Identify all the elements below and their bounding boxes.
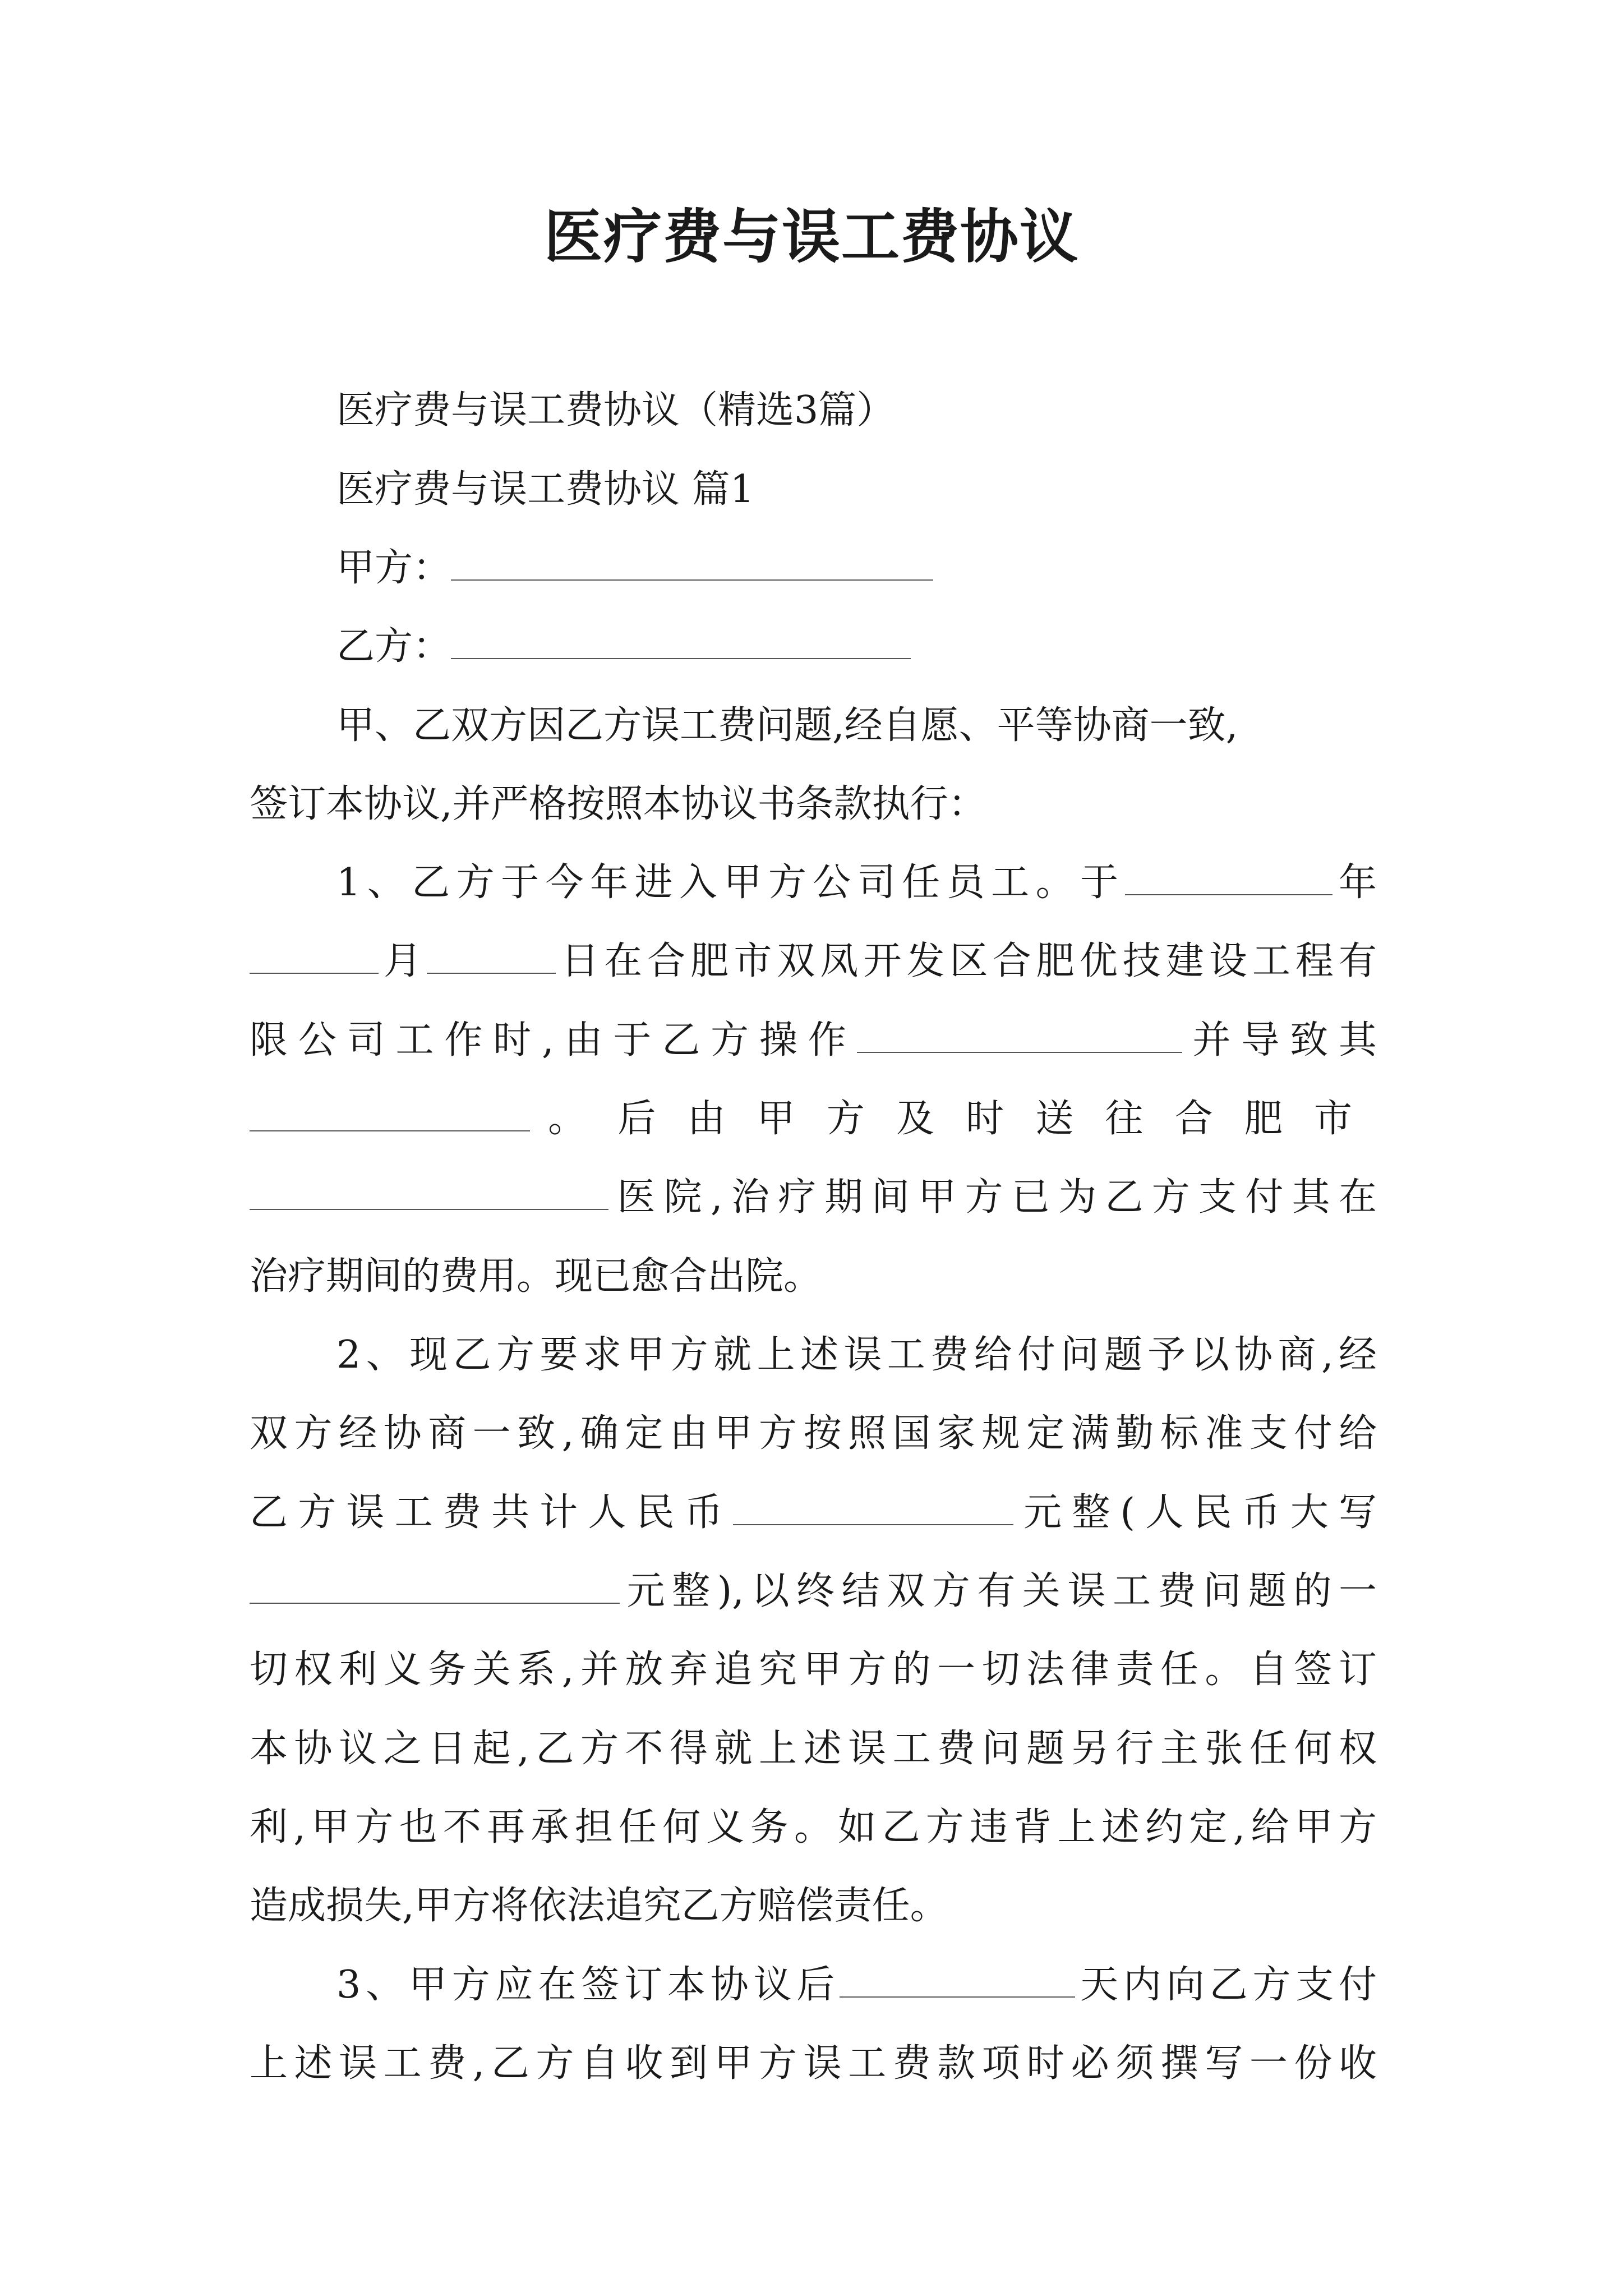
clause1-line5-tail: 医院,治疗期间甲方已为乙方支付其在	[608, 1175, 1377, 1220]
operation-blank	[857, 1017, 1182, 1053]
clause3-line-2: 上述误工费,乙方自收到甲方误工费款项时必须撰写一份收	[250, 2041, 1377, 2086]
hospital-blank	[250, 1174, 608, 1210]
clause1-line-4	[250, 1091, 1377, 1147]
party-b-blank	[451, 623, 911, 659]
clause1-line2-tail: 日在合肥市双凤开发区合肥优技建设工程有	[556, 939, 1377, 983]
clause3-line1-tail: 天内向乙方支付	[1075, 1963, 1377, 2007]
clause1-line-1	[336, 855, 1377, 911]
document-subtitle: 医疗费与误工费协议（精选3篇）	[336, 388, 895, 432]
clause2-line-8: 造成损失,甲方将依法追究乙方赔偿责任。	[250, 1884, 948, 1928]
clause1-line-5	[250, 1170, 1377, 1226]
intro-line-2: 签订本协议,并严格按照本协议书条款执行：	[250, 782, 986, 826]
days-blank	[840, 1962, 1075, 1998]
amount-words-blank	[250, 1568, 620, 1604]
party-a-line	[336, 540, 933, 596]
clause3-line-1	[336, 1957, 1377, 2013]
section-heading: 医疗费与误工费协议 篇1	[336, 467, 754, 512]
clause2-line4-tail: 元整),以终结双方有关误工费问题的一	[620, 1569, 1377, 1613]
party-b-label: 乙方：	[336, 624, 451, 669]
month-blank	[250, 938, 379, 974]
injury-blank	[250, 1096, 530, 1131]
clause2-line-1: 2、现乙方要求甲方就上述误工费给付问题予以协商,经	[336, 1333, 1377, 1377]
clause1-line1-text: 1、乙方于今年进入甲方公司任员工。于	[336, 861, 1125, 905]
day-blank	[427, 938, 556, 974]
month-label: 月	[379, 939, 427, 983]
party-a-blank	[451, 545, 933, 581]
intro-line-1: 甲、乙双方因乙方误工费问题,经自愿、平等协商一致,	[336, 703, 1238, 748]
clause1-line-3	[250, 1013, 1377, 1069]
clause1-line-6: 治疗期间的费用。现已愈合出院。	[250, 1254, 822, 1299]
clause2-line3-head: 乙方误工费共计人民币	[250, 1490, 733, 1535]
clause2-line-2: 双方经协商一致,确定由甲方按照国家规定满勤标准支付给	[250, 1411, 1377, 1456]
clause2-line-5: 切权利义务关系,并放弃追究甲方的一切法律责任。自签订	[250, 1648, 1377, 1692]
clause2-line3-tail: 元整(人民币大写	[1013, 1490, 1377, 1535]
year-blank	[1125, 859, 1332, 895]
amount-blank	[733, 1489, 1013, 1525]
clause2-line-4	[250, 1563, 1377, 1619]
clause1-line3-head: 限公司工作时,由于乙方操作	[250, 1018, 857, 1062]
clause1-line3-tail: 并导致其	[1182, 1018, 1377, 1062]
clause3-line1-head: 3、甲方应在签订本协议后	[336, 1963, 840, 2007]
year-label: 年	[1332, 861, 1377, 905]
clause1-line4-tail: 。后由甲方及时送往合肥市	[541, 1097, 1377, 1141]
clause2-line-3	[250, 1485, 1377, 1541]
party-b-line	[336, 619, 911, 675]
party-a-label: 甲方：	[336, 546, 451, 590]
clause2-line-6: 本协议之日起,乙方不得就上述误工费问题另行主张任何权	[250, 1727, 1377, 1771]
clause2-line-7: 利,甲方也不再承担任何义务。如乙方违背上述约定,给甲方	[250, 1805, 1377, 1849]
clause1-line-2	[250, 933, 1377, 990]
document-title: 医疗费与误工费协议	[543, 202, 1079, 271]
